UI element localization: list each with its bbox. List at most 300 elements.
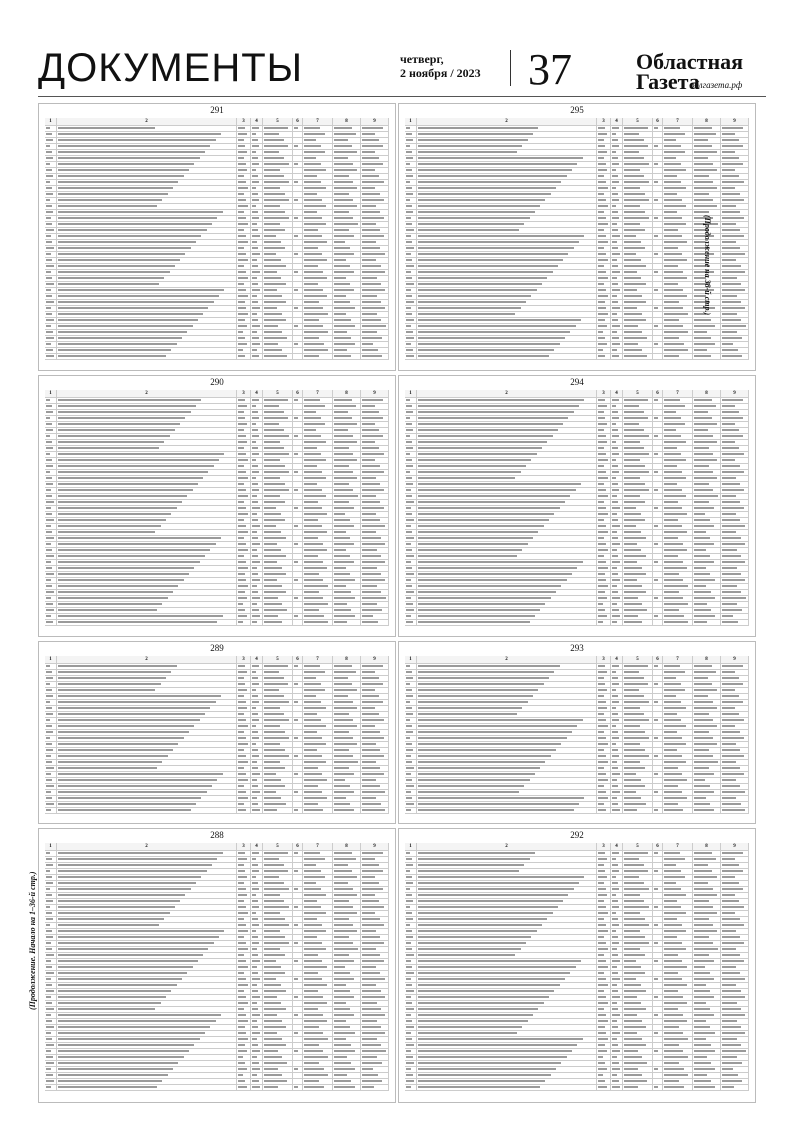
- text-line: [664, 325, 683, 327]
- text-line: [624, 399, 648, 401]
- text-line: [722, 852, 743, 854]
- text-line: [58, 972, 187, 974]
- text-line: [334, 205, 357, 207]
- text-line: [362, 343, 373, 345]
- table-cell: [417, 306, 597, 311]
- table-cell: [45, 306, 57, 311]
- text-line: [362, 882, 379, 884]
- table-cell: [663, 614, 693, 619]
- table-cell: [263, 246, 293, 251]
- text-line: [264, 453, 289, 455]
- table-cell: [303, 560, 333, 565]
- table-cell: [405, 168, 417, 173]
- text-line: [694, 411, 708, 413]
- text-line: [334, 271, 354, 273]
- table-cell: [293, 923, 303, 928]
- text-line: [46, 265, 54, 267]
- text-line: [252, 1038, 257, 1040]
- text-line: [46, 797, 52, 799]
- text-line: [46, 181, 50, 183]
- text-line: [406, 894, 412, 896]
- text-line: [612, 677, 618, 679]
- text-line: [406, 561, 411, 563]
- table-cell: [57, 198, 237, 203]
- table-cell: [303, 566, 333, 571]
- text-line: [654, 906, 658, 908]
- table-cell: [693, 851, 721, 856]
- text-line: [612, 689, 616, 691]
- text-line: [362, 301, 381, 303]
- text-line: [694, 803, 710, 805]
- table-cell: [237, 488, 251, 493]
- table-cell: [263, 150, 293, 155]
- table-cell: [237, 1055, 251, 1060]
- text-line: [664, 525, 682, 527]
- text-line: [612, 343, 620, 345]
- table-cell: [293, 306, 303, 311]
- table-cell: [45, 548, 57, 553]
- table-cell: [237, 180, 251, 185]
- text-line: [362, 283, 381, 285]
- text-line: [722, 707, 735, 709]
- table-cell: [417, 608, 597, 613]
- table-cell: [663, 590, 693, 595]
- column-header: 9: [721, 656, 749, 663]
- table-cell: [597, 210, 611, 215]
- table-cell: [251, 156, 263, 161]
- table-cell: [237, 905, 251, 910]
- table-cell: [663, 893, 693, 898]
- text-line: [334, 585, 346, 587]
- text-line: [58, 591, 173, 593]
- text-line: [46, 355, 54, 357]
- table-cell: [333, 180, 361, 185]
- table-cell: [57, 596, 237, 601]
- table-cell: [293, 204, 303, 209]
- table-cell: [623, 246, 653, 251]
- text-line: [334, 864, 348, 866]
- text-line: [264, 996, 277, 998]
- text-line: [46, 906, 50, 908]
- table-cell: [693, 893, 721, 898]
- text-line: [406, 307, 411, 309]
- text-line: [624, 283, 646, 285]
- table-cell: [611, 336, 623, 341]
- table-cell: [361, 875, 389, 880]
- text-line: [612, 779, 617, 781]
- table-cell: [303, 192, 333, 197]
- text-line: [252, 996, 260, 998]
- text-line: [612, 882, 618, 884]
- text-line: [694, 453, 713, 455]
- table-cell: [251, 851, 263, 856]
- text-line: [598, 127, 605, 129]
- text-line: [304, 453, 321, 455]
- table-cell: [263, 796, 293, 801]
- text-line: [304, 205, 326, 207]
- table-cell: [611, 760, 623, 765]
- text-line: [334, 495, 358, 497]
- text-line: [46, 411, 53, 413]
- table-cell: [361, 929, 389, 934]
- table-cell: [417, 664, 597, 669]
- text-line: [598, 211, 604, 213]
- text-line: [238, 876, 247, 878]
- table-cell: [45, 971, 57, 976]
- table-cell: [333, 330, 361, 335]
- table-cell: [653, 536, 663, 541]
- text-line: [362, 429, 379, 431]
- text-line: [362, 555, 381, 557]
- table-cell: [293, 210, 303, 215]
- text-line: [654, 597, 658, 599]
- table-cell: [611, 470, 623, 475]
- table-cell: [721, 126, 749, 131]
- table-cell: [237, 494, 251, 499]
- text-line: [418, 773, 535, 775]
- table-cell: [57, 398, 237, 403]
- table-cell: [293, 748, 303, 753]
- table-cell: [417, 162, 597, 167]
- table-cell: [663, 857, 693, 862]
- table-cell: [721, 760, 749, 765]
- table-cell: [405, 204, 417, 209]
- text-line: [664, 423, 685, 425]
- text-line: [624, 489, 649, 491]
- table-cell: [611, 348, 623, 353]
- text-line: [694, 797, 706, 799]
- table-cell: [293, 192, 303, 197]
- table-cell: [303, 1049, 333, 1054]
- text-line: [664, 791, 682, 793]
- text-line: [722, 803, 741, 805]
- text-line: [722, 591, 741, 593]
- text-line: [362, 313, 377, 315]
- table-cell: [623, 887, 653, 892]
- text-line: [598, 477, 608, 479]
- text-line: [406, 858, 412, 860]
- text-line: [664, 876, 685, 878]
- table-cell: [251, 670, 263, 675]
- table-cell: [623, 446, 653, 451]
- table-cell: [237, 300, 251, 305]
- text-line: [264, 289, 277, 291]
- text-line: [362, 948, 376, 950]
- table-cell: [333, 584, 361, 589]
- text-line: [334, 725, 357, 727]
- text-line: [418, 495, 570, 497]
- table-cell: [405, 318, 417, 323]
- text-line: [46, 743, 52, 745]
- table-cell: [611, 144, 623, 149]
- text-line: [362, 1020, 377, 1022]
- text-line: [406, 501, 414, 503]
- table-cell: [303, 905, 333, 910]
- table-cell: [721, 470, 749, 475]
- text-line: [46, 990, 54, 992]
- table-cell: [623, 482, 653, 487]
- text-line: [46, 453, 50, 455]
- text-line: [664, 133, 685, 135]
- text-line: [238, 157, 244, 159]
- table-cell: [251, 989, 263, 994]
- table-cell: [693, 198, 721, 203]
- text-line: [664, 507, 682, 509]
- table-cell: [693, 174, 721, 179]
- table-cell: [237, 790, 251, 795]
- text-line: [598, 405, 607, 407]
- table-cell: [721, 790, 749, 795]
- text-line: [664, 211, 677, 213]
- table-cell: [57, 712, 237, 717]
- text-line: [612, 411, 618, 413]
- text-line: [238, 1050, 247, 1052]
- table-cell: [57, 524, 237, 529]
- text-line: [624, 247, 645, 249]
- text-line: [664, 852, 680, 854]
- table-cell: [251, 682, 263, 687]
- text-line: [304, 870, 321, 872]
- table-cell: [303, 971, 333, 976]
- text-line: [362, 531, 376, 533]
- table-cell: [237, 524, 251, 529]
- text-line: [722, 423, 735, 425]
- table-cell: [721, 336, 749, 341]
- table-cell: [361, 300, 389, 305]
- text-line: [58, 453, 224, 455]
- table-cell: [251, 536, 263, 541]
- text-line: [264, 960, 276, 962]
- text-line: [46, 417, 50, 419]
- text-line: [58, 307, 208, 309]
- text-line: [612, 501, 618, 503]
- text-line: [362, 1056, 377, 1058]
- table-cell: [333, 766, 361, 771]
- text-line: [624, 145, 648, 147]
- table-cell: [653, 724, 663, 729]
- table-cell: [263, 512, 293, 517]
- text-line: [264, 906, 289, 908]
- table-cell: [237, 1031, 251, 1036]
- text-line: [304, 223, 326, 225]
- table-cell: [623, 542, 653, 547]
- table-cell: [251, 542, 263, 547]
- table-cell: [611, 162, 623, 167]
- text-line: [612, 707, 616, 709]
- table-cell: [361, 700, 389, 705]
- table-cell: [237, 318, 251, 323]
- text-line: [304, 585, 328, 587]
- text-line: [694, 549, 706, 551]
- text-line: [264, 1068, 278, 1070]
- text-line: [238, 585, 248, 587]
- text-line: [238, 701, 246, 703]
- text-line: [58, 671, 171, 673]
- text-line: [264, 133, 279, 135]
- table-cell: [237, 1043, 251, 1048]
- table-cell: [653, 204, 663, 209]
- text-line: [304, 573, 319, 575]
- table-cell: [57, 428, 237, 433]
- table-cell: [693, 476, 721, 481]
- text-line: [238, 1032, 246, 1034]
- table-cell: [303, 620, 333, 625]
- table-cell: [293, 276, 303, 281]
- table-cell: [251, 911, 263, 916]
- text-line: [654, 924, 658, 926]
- table-cell: [293, 144, 303, 149]
- text-line: [304, 343, 324, 345]
- column-header: 9: [361, 656, 389, 663]
- table-cell: [361, 620, 389, 625]
- text-line: [238, 519, 244, 521]
- text-line: [624, 139, 644, 141]
- text-line: [252, 1044, 258, 1046]
- text-line: [418, 411, 574, 413]
- text-line: [46, 573, 54, 575]
- text-line: [334, 145, 352, 147]
- table-cell: [293, 977, 303, 982]
- text-line: [294, 1014, 298, 1016]
- text-line: [58, 519, 166, 521]
- text-line: [624, 912, 640, 914]
- table-cell: [721, 584, 749, 589]
- table-cell: [57, 566, 237, 571]
- table-cell: [237, 470, 251, 475]
- table-cell: [597, 620, 611, 625]
- table-cell: [721, 150, 749, 155]
- table-cell: [251, 863, 263, 868]
- text-line: [238, 471, 246, 473]
- table-cell: [361, 784, 389, 789]
- table-cell: [237, 602, 251, 607]
- text-line: [722, 507, 744, 509]
- text-line: [406, 247, 414, 249]
- table-cell: [57, 572, 237, 577]
- text-line: [334, 223, 358, 225]
- table-cell: [721, 754, 749, 759]
- table-cell: [693, 506, 721, 511]
- table-cell: [333, 1073, 361, 1078]
- text-line: [238, 773, 246, 775]
- table-cell: [597, 530, 611, 535]
- table-cell: [693, 778, 721, 783]
- text-line: [418, 133, 533, 135]
- text-line: [664, 761, 686, 763]
- table-cell: [417, 204, 597, 209]
- table-cell: [361, 911, 389, 916]
- text-line: [654, 199, 658, 201]
- table-cell: [405, 851, 417, 856]
- column-header: 3: [237, 118, 251, 125]
- table-cell: [663, 246, 693, 251]
- table-cell: [237, 881, 251, 886]
- table-cell: [303, 887, 333, 892]
- text-line: [694, 169, 717, 171]
- table-cell: [333, 494, 361, 499]
- table-cell: [263, 614, 293, 619]
- text-line: [598, 888, 606, 890]
- text-line: [238, 882, 244, 884]
- text-line: [252, 773, 260, 775]
- text-line: [264, 954, 285, 956]
- table-cell: [653, 664, 663, 669]
- text-line: [612, 876, 616, 878]
- table-cell: [653, 590, 663, 595]
- text-line: [406, 301, 414, 303]
- table-cell: [293, 398, 303, 403]
- text-line: [46, 163, 50, 165]
- table-cell: [417, 264, 597, 269]
- table-cell: [693, 578, 721, 583]
- table-cell: [597, 572, 611, 577]
- brand-line-1: Областная: [636, 49, 744, 74]
- text-line: [304, 277, 327, 279]
- table-cell: [45, 494, 57, 499]
- table-cell: [263, 446, 293, 451]
- text-line: [722, 399, 743, 401]
- text-line: [334, 289, 354, 291]
- text-line: [406, 429, 413, 431]
- text-line: [406, 423, 412, 425]
- text-line: [722, 573, 741, 575]
- text-line: [252, 127, 259, 129]
- table-cell: [237, 126, 251, 131]
- text-line: [264, 876, 279, 878]
- table-cell: [333, 476, 361, 481]
- table-cell: [361, 270, 389, 275]
- text-line: [252, 349, 257, 351]
- text-line: [598, 755, 606, 757]
- text-line: [624, 157, 644, 159]
- table-cell: [405, 506, 417, 511]
- table-cell: [251, 917, 263, 922]
- text-line: [418, 900, 563, 902]
- table-cell: [293, 252, 303, 257]
- table-cell: [251, 947, 263, 952]
- table-cell: [597, 899, 611, 904]
- table-cell: [303, 796, 333, 801]
- table-cell: [417, 168, 597, 173]
- column-header: 5: [263, 656, 293, 663]
- text-line: [722, 870, 743, 872]
- text-line: [694, 888, 713, 890]
- text-line: [362, 918, 380, 920]
- text-line: [334, 453, 353, 455]
- text-line: [294, 1050, 298, 1052]
- table-cell: [611, 911, 623, 916]
- table-cell: [721, 228, 749, 233]
- table-cell: [611, 869, 623, 874]
- text-line: [252, 713, 258, 715]
- table-cell: [693, 524, 721, 529]
- table-cell: [417, 808, 597, 813]
- text-line: [252, 966, 257, 968]
- table-cell: [611, 342, 623, 347]
- table-cell: [417, 126, 597, 131]
- table-cell: [293, 929, 303, 934]
- table-cell: [237, 222, 251, 227]
- table-cell: [57, 264, 237, 269]
- table-cell: [303, 264, 333, 269]
- table-cell: [251, 312, 263, 317]
- table-cell: [45, 959, 57, 964]
- text-line: [612, 870, 619, 872]
- table-cell: [45, 138, 57, 143]
- table-cell: [57, 452, 237, 457]
- table-cell: [721, 851, 749, 856]
- text-line: [264, 791, 276, 793]
